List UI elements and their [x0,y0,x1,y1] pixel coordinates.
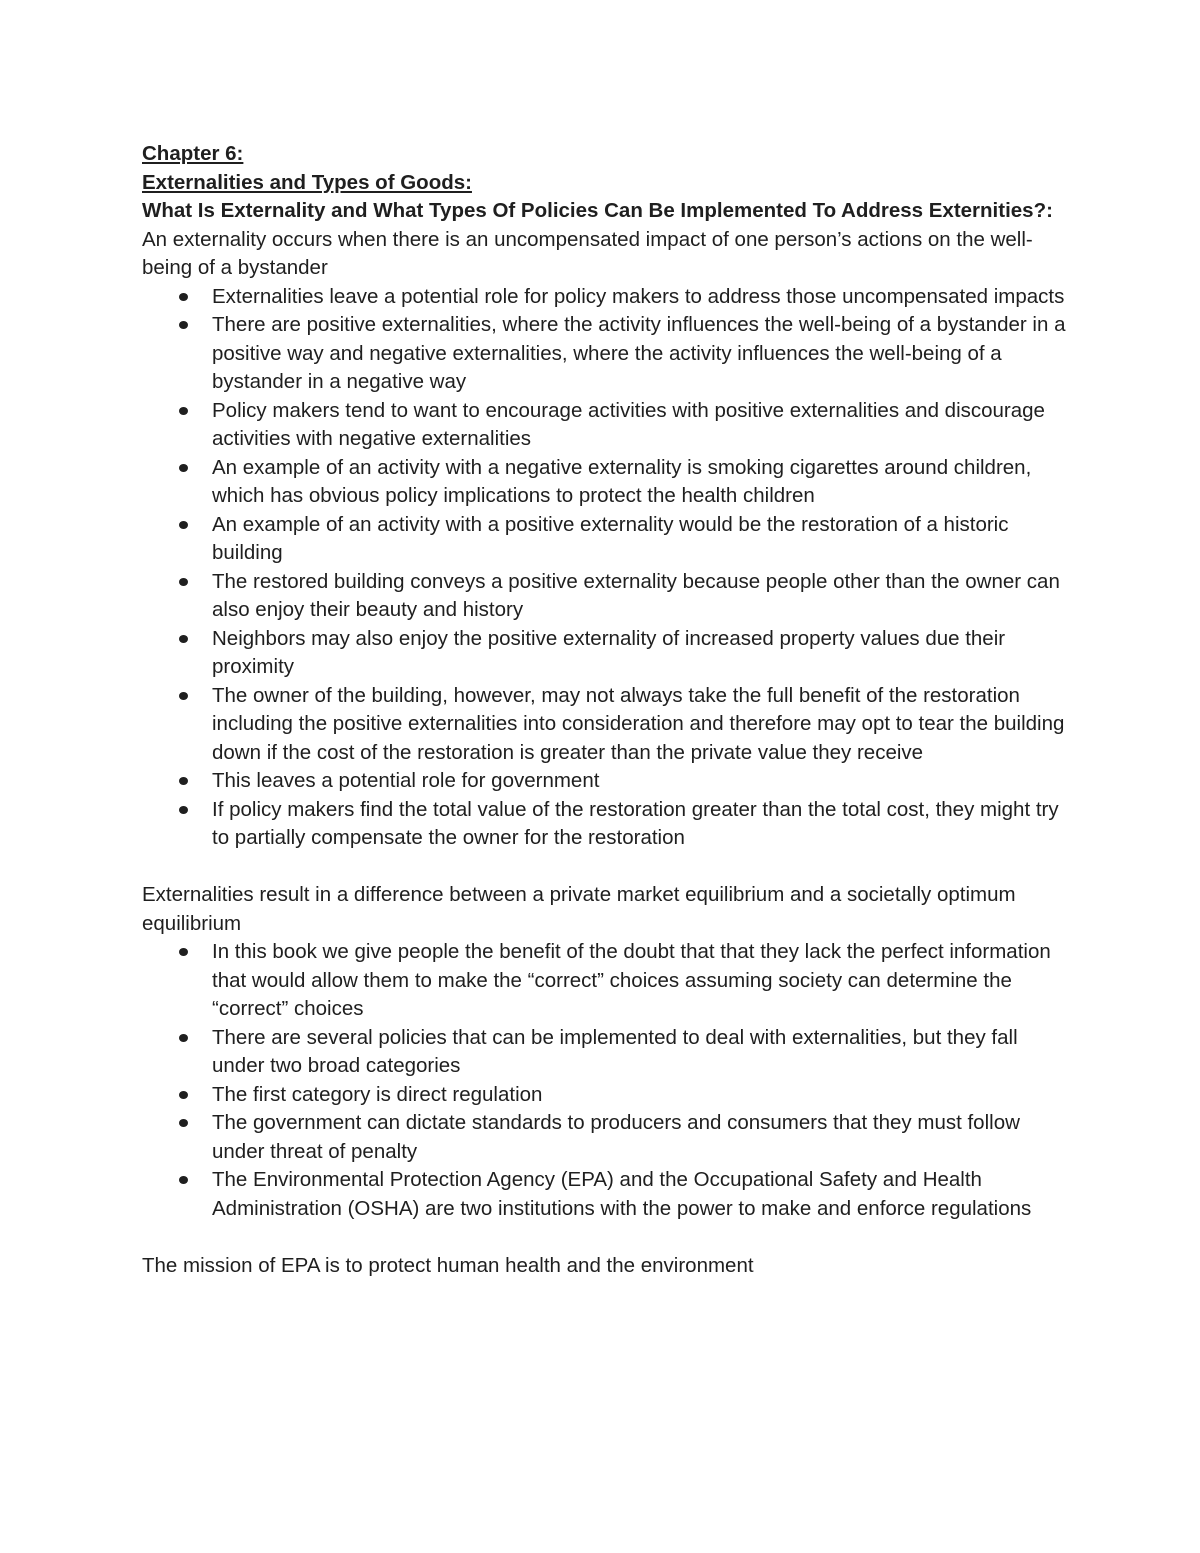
list-item-text: Neighbors may also enjoy the positive externality of increased property values due their proximity [212,626,1006,678]
list-item-text: This leaves a potential role for government [212,769,600,792]
bullet-icon [179,521,188,529]
bullet-icon [179,692,188,700]
paragraph-2: Externalities result in a difference between a private market equilibrium and a societally optimum equilibrium [142,883,1016,935]
bullet-icon [179,948,188,956]
question-title: What Is Externality and What Types Of Policies Can Be Implemented To Address Externities?: [142,199,1053,222]
list-item [142,397,1072,454]
bullet-list-2 [142,938,1072,1223]
section-title: Externalities and Types of Goods: [142,170,472,194]
list-item [142,568,1072,625]
list-item-text: The Environmental Protection Agency (EPA) and the Occupational Safety and Health Administration (OSHA) are two institutions with the power to make and enforce regulations [212,1168,1032,1220]
bullet-list-1 [142,283,1072,853]
bullet-icon [179,1034,188,1042]
chapter-title: Chapter 6: [142,142,244,165]
list-item [142,511,1072,568]
list-item-text: The owner of the building, however, may not always take the full benefit of the restoration including the positive externalities into consideration and therefore may opt to tear the building down if the cost of the restoration is greater than the private value they receive [212,683,1065,764]
list-item-text: Externalities leave a potential role for policy makers to address those uncompensated impacts [212,284,1065,308]
list-item [142,938,1072,1024]
bullet-icon [179,1091,188,1099]
list-item [142,682,1072,768]
list-item-text: The first category is direct regulation [212,1082,543,1106]
list-item [142,1081,1072,1110]
document-page [142,140,1072,1280]
list-item-text: There are several policies that can be implemented to deal with externalities, but they fall under two broad categories [212,1025,1018,1077]
list-item [142,1166,1072,1223]
list-item [142,454,1072,511]
bullet-icon [179,293,188,301]
paragraph-3: The mission of EPA is to protect human health and the environment [142,1253,754,1277]
list-item-text: The government can dictate standards to producers and consumers that they must follow under threat of penalty [212,1111,1020,1163]
list-item [142,796,1072,853]
list-item-text: An example of an activity with a positive externality would be the restoration of a historic building [212,512,1009,564]
list-item-text: In this book we give people the benefit of the doubt that that they lack the perfect information that would allow them to make the “correct” choices assuming society can determine the “correct” choices [212,940,1051,1020]
list-item-text: The restored building conveys a positive externality because people other than the owner can also enjoy their beauty and history [212,569,1060,621]
list-item [142,311,1072,397]
list-item-text: Policy makers tend to want to encourage activities with positive externalities and discourage activities with negative externalities [212,398,1045,450]
bullet-icon [179,777,188,785]
intro-paragraph: An externality occurs when there is an uncompensated impact of one person’s actions on the well-being of a bystander [142,227,1033,279]
list-item [142,1024,1072,1081]
bullet-icon [179,464,188,472]
bullet-icon [179,1119,188,1127]
spacer [142,853,1072,882]
list-item [142,625,1072,682]
list-item [142,283,1072,312]
bullet-icon [179,321,188,329]
list-item [142,767,1072,796]
bullet-icon [179,407,188,415]
spacer [142,1223,1072,1252]
list-item [142,1109,1072,1166]
bullet-icon [179,1176,188,1184]
list-item-text: An example of an activity with a negative externality is smoking cigarettes around children, which has obvious policy implications to protect the health children [212,455,1032,507]
bullet-icon [179,635,188,643]
list-item-text: If policy makers find the total value of the restoration greater than the total cost, they might try to partially compensate the owner for the restoration [212,797,1059,849]
bullet-icon [179,578,188,586]
list-item-text: There are positive externalities, where the activity influences the well-being of a bystander in a positive way and negative externalities, where the activity influences the well-being of a bystander in a negative way [212,313,1066,393]
bullet-icon [179,806,188,814]
